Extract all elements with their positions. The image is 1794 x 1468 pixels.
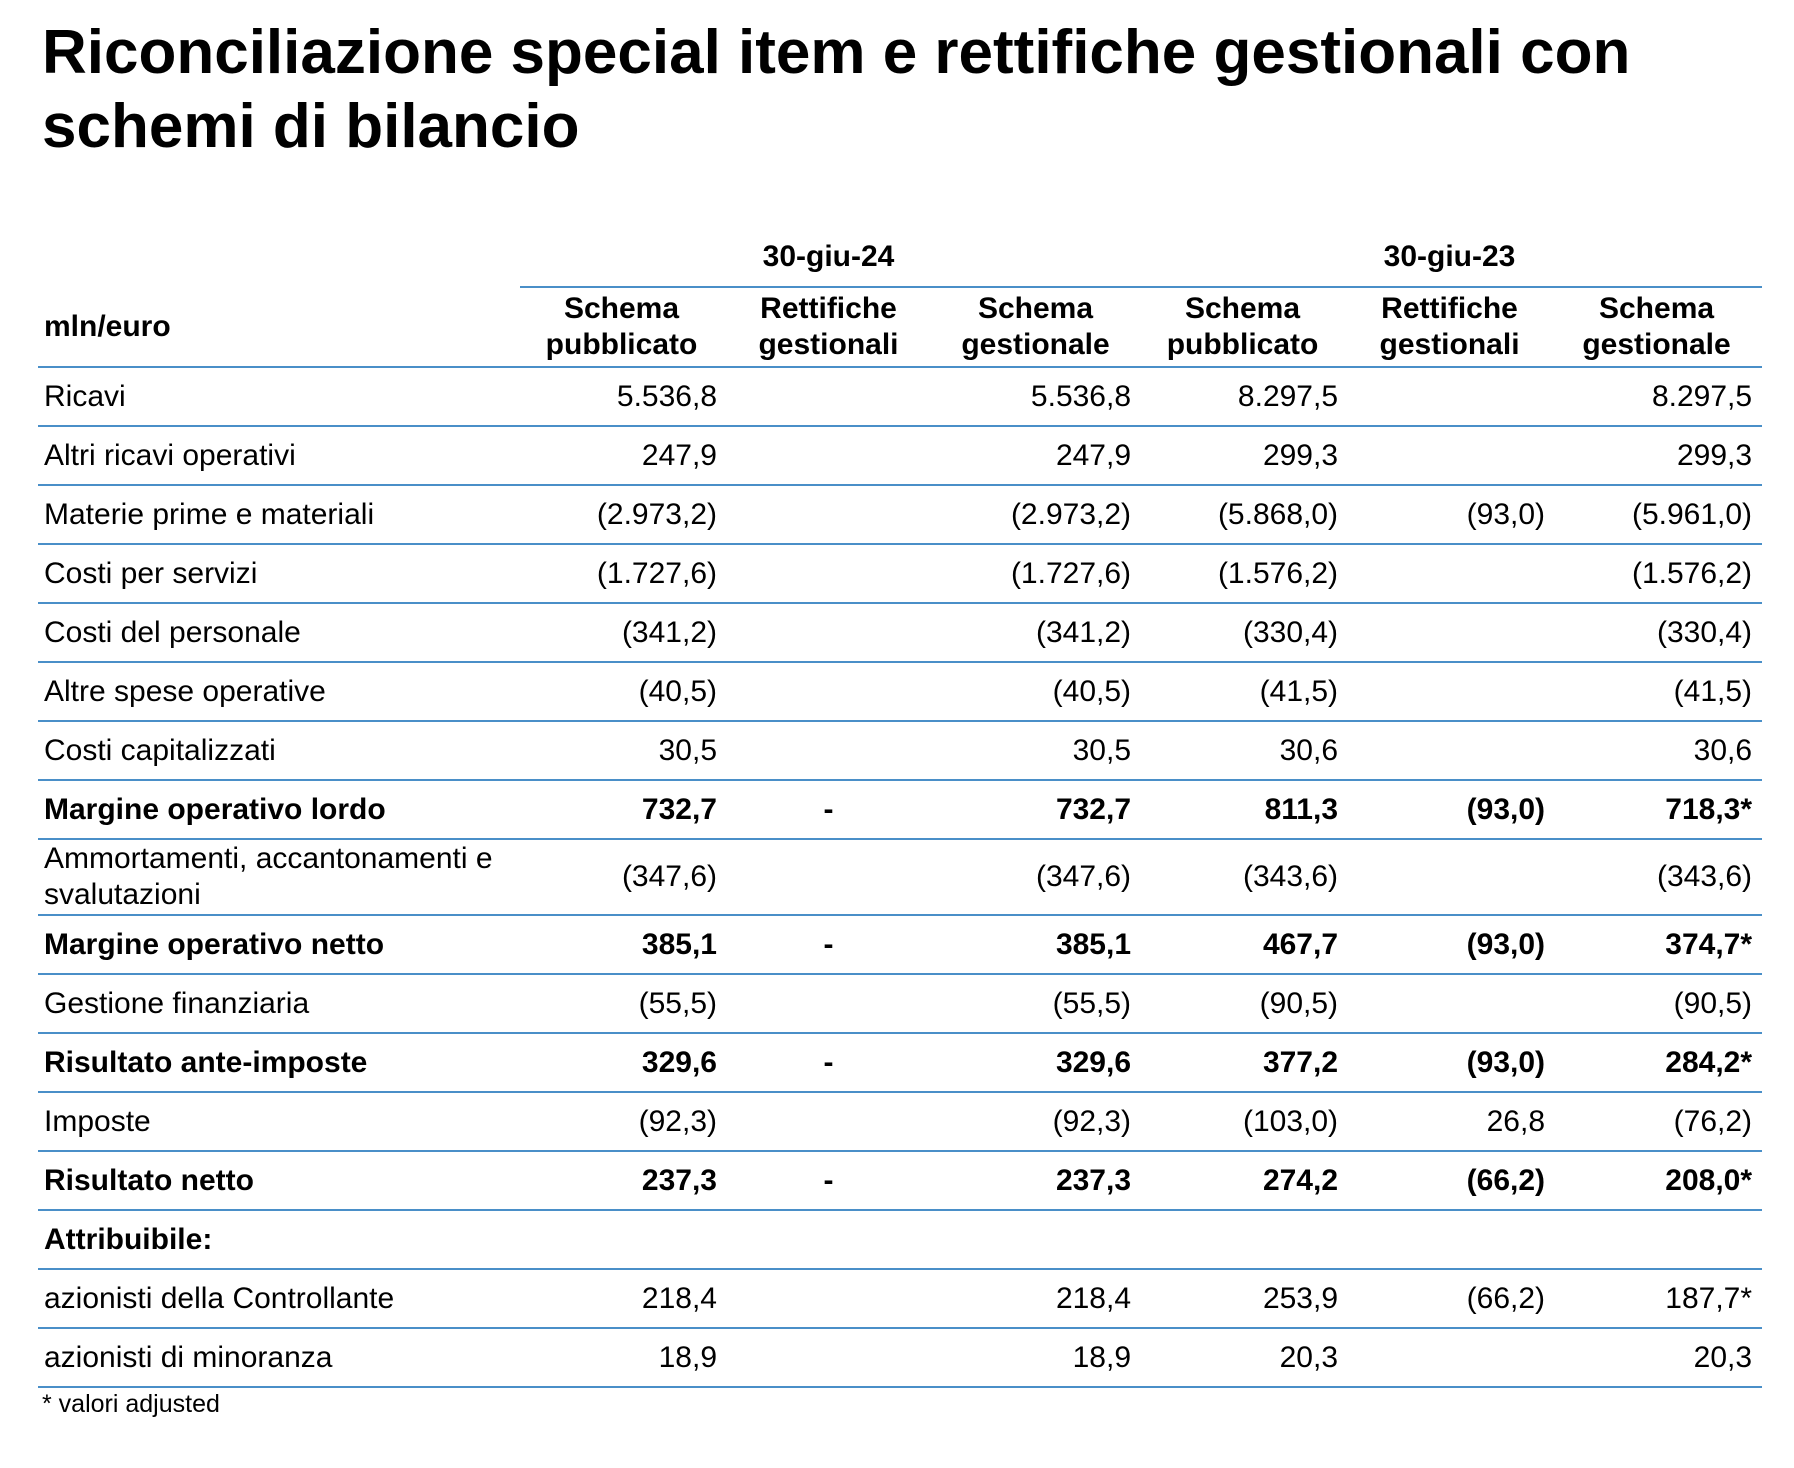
cell-value: (40,5) — [520, 662, 727, 721]
cell-value: (5.868,0) — [1141, 485, 1348, 544]
cell-value: 218,4 — [520, 1269, 727, 1328]
cell-value — [1348, 603, 1555, 662]
cell-value — [1348, 662, 1555, 721]
cell-value: (41,5) — [1555, 662, 1762, 721]
table-row — [38, 1210, 1762, 1269]
cell-value: 237,3 — [934, 1151, 1141, 1210]
cell-value: (93,0) — [1348, 1033, 1555, 1092]
row-label: Materie prime e materiali — [38, 485, 520, 544]
column-header: Schema pubblicato — [520, 287, 727, 367]
cell-value: 208,0* — [1555, 1151, 1762, 1210]
column-header: Schema pubblicato — [1141, 287, 1348, 367]
cell-value — [727, 662, 934, 721]
cell-value: - — [727, 780, 934, 839]
cell-value — [1348, 1210, 1555, 1269]
row-label: Altri ricavi operativi — [38, 426, 520, 485]
period-header: 30-giu-23 — [1141, 228, 1762, 287]
row-label: azionisti di minoranza — [38, 1328, 520, 1387]
cell-value: (90,5) — [1141, 974, 1348, 1033]
cell-value — [1348, 721, 1555, 780]
table-row — [38, 603, 1762, 662]
cell-value: (1.576,2) — [1555, 544, 1762, 603]
reconciliation-table — [38, 228, 1762, 1388]
cell-value: 20,3 — [1141, 1328, 1348, 1387]
footnote: * valori adjusted — [42, 1390, 220, 1418]
cell-value: (347,6) — [934, 839, 1141, 915]
table-row — [38, 839, 1762, 915]
cell-value — [727, 544, 934, 603]
cell-value — [1348, 974, 1555, 1033]
row-label: Ricavi — [38, 367, 520, 426]
page-title: Riconciliazione special item e rettifiche gestionali con schemi di bilancio — [42, 18, 1631, 161]
cell-value — [1348, 367, 1555, 426]
column-header: Schema gestionale — [934, 287, 1141, 367]
cell-value: 5.536,8 — [934, 367, 1141, 426]
cell-value: 467,7 — [1141, 915, 1348, 974]
cell-value: 299,3 — [1141, 426, 1348, 485]
table-row — [38, 1033, 1762, 1092]
cell-value: - — [727, 915, 934, 974]
cell-value: 26,8 — [1348, 1092, 1555, 1151]
cell-value: (41,5) — [1141, 662, 1348, 721]
cell-value — [1348, 839, 1555, 915]
cell-value: (2.973,2) — [520, 485, 727, 544]
cell-value — [727, 1328, 934, 1387]
unit-label: mln/euro — [38, 287, 520, 367]
cell-value: 274,2 — [1141, 1151, 1348, 1210]
column-header: Rettifiche gestionali — [1348, 287, 1555, 367]
cell-value: (1.727,6) — [520, 544, 727, 603]
table-row — [38, 485, 1762, 544]
table-row — [38, 915, 1762, 974]
cell-value — [1555, 1210, 1762, 1269]
cell-value: 247,9 — [520, 426, 727, 485]
cell-value: (55,5) — [934, 974, 1141, 1033]
cell-value: (347,6) — [520, 839, 727, 915]
cell-value: (76,2) — [1555, 1092, 1762, 1151]
row-label: Costi capitalizzati — [38, 721, 520, 780]
cell-value: (103,0) — [1141, 1092, 1348, 1151]
table-row — [38, 367, 1762, 426]
cell-value: (330,4) — [1555, 603, 1762, 662]
cell-value — [727, 1210, 934, 1269]
column-header: Schema gestionale — [1555, 287, 1762, 367]
cell-value: 18,9 — [520, 1328, 727, 1387]
row-label: Costi per servizi — [38, 544, 520, 603]
row-label: Imposte — [38, 1092, 520, 1151]
cell-value: 329,6 — [934, 1033, 1141, 1092]
cell-value — [727, 367, 934, 426]
cell-value: (40,5) — [934, 662, 1141, 721]
cell-value — [1348, 1328, 1555, 1387]
column-header: Rettifiche gestionali — [727, 287, 934, 367]
cell-value: 20,3 — [1555, 1328, 1762, 1387]
cell-value: 5.536,8 — [520, 367, 727, 426]
cell-value: (92,3) — [520, 1092, 727, 1151]
cell-value: 329,6 — [520, 1033, 727, 1092]
row-label: Gestione finanziaria — [38, 974, 520, 1033]
cell-value: 30,5 — [520, 721, 727, 780]
row-label: azionisti della Controllante — [38, 1269, 520, 1328]
cell-value — [934, 1210, 1141, 1269]
row-label: Altre spese operative — [38, 662, 520, 721]
row-label: Margine operativo lordo — [38, 780, 520, 839]
cell-value: 377,2 — [1141, 1033, 1348, 1092]
cell-value — [727, 426, 934, 485]
row-label: Margine operativo netto — [38, 915, 520, 974]
cell-value — [520, 1210, 727, 1269]
table-row — [38, 1151, 1762, 1210]
row-label: Ammortamenti, accantonamenti e svalutazioni — [38, 839, 520, 915]
cell-value — [727, 721, 934, 780]
cell-value: (343,6) — [1555, 839, 1762, 915]
cell-value: 187,7* — [1555, 1269, 1762, 1328]
cell-value — [727, 1269, 934, 1328]
cell-value: (1.576,2) — [1141, 544, 1348, 603]
cell-value: (1.727,6) — [934, 544, 1141, 603]
row-label: Costi del personale — [38, 603, 520, 662]
cell-value — [727, 1092, 934, 1151]
cell-value: (330,4) — [1141, 603, 1348, 662]
cell-value: 284,2* — [1555, 1033, 1762, 1092]
cell-value: - — [727, 1151, 934, 1210]
cell-value — [1141, 1210, 1348, 1269]
cell-value: 247,9 — [934, 426, 1141, 485]
cell-value: (93,0) — [1348, 485, 1555, 544]
cell-value: 385,1 — [520, 915, 727, 974]
cell-value: (343,6) — [1141, 839, 1348, 915]
table-body — [38, 367, 1762, 1387]
table-row — [38, 1269, 1762, 1328]
table-row — [38, 974, 1762, 1033]
table-row — [38, 1092, 1762, 1151]
cell-value: 8.297,5 — [1555, 367, 1762, 426]
cell-value: (66,2) — [1348, 1151, 1555, 1210]
period-header-row — [38, 228, 1762, 287]
cell-value — [727, 974, 934, 1033]
cell-value: (55,5) — [520, 974, 727, 1033]
cell-value: (66,2) — [1348, 1269, 1555, 1328]
cell-value: 30,6 — [1141, 721, 1348, 780]
cell-value: - — [727, 1033, 934, 1092]
row-label: Risultato netto — [38, 1151, 520, 1210]
table-row — [38, 544, 1762, 603]
table-row — [38, 1328, 1762, 1387]
cell-value — [1348, 544, 1555, 603]
cell-value: 18,9 — [934, 1328, 1141, 1387]
cell-value — [1348, 426, 1555, 485]
cell-value: (341,2) — [520, 603, 727, 662]
cell-value — [727, 839, 934, 915]
row-label: Risultato ante-imposte — [38, 1033, 520, 1092]
cell-value: 253,9 — [1141, 1269, 1348, 1328]
column-header-row — [38, 287, 1762, 367]
row-label: Attribuibile: — [38, 1210, 520, 1269]
cell-value: 811,3 — [1141, 780, 1348, 839]
cell-value: (2.973,2) — [934, 485, 1141, 544]
cell-value — [727, 485, 934, 544]
table-row — [38, 426, 1762, 485]
period-header: 30-giu-24 — [520, 228, 1141, 287]
cell-value: 30,6 — [1555, 721, 1762, 780]
cell-value: 8.297,5 — [1141, 367, 1348, 426]
cell-value: (341,2) — [934, 603, 1141, 662]
cell-value: 299,3 — [1555, 426, 1762, 485]
cell-value — [727, 603, 934, 662]
cell-value: 218,4 — [934, 1269, 1141, 1328]
table-row — [38, 662, 1762, 721]
table-row — [38, 721, 1762, 780]
cell-value: 237,3 — [520, 1151, 727, 1210]
cell-value: (5.961,0) — [1555, 485, 1762, 544]
cell-value: (93,0) — [1348, 915, 1555, 974]
cell-value: 732,7 — [520, 780, 727, 839]
cell-value: 732,7 — [934, 780, 1141, 839]
cell-value: 385,1 — [934, 915, 1141, 974]
cell-value: 718,3* — [1555, 780, 1762, 839]
cell-value: (93,0) — [1348, 780, 1555, 839]
cell-value: (92,3) — [934, 1092, 1141, 1151]
table-row — [38, 780, 1762, 839]
cell-value: 30,5 — [934, 721, 1141, 780]
cell-value: (90,5) — [1555, 974, 1762, 1033]
cell-value: 374,7* — [1555, 915, 1762, 974]
